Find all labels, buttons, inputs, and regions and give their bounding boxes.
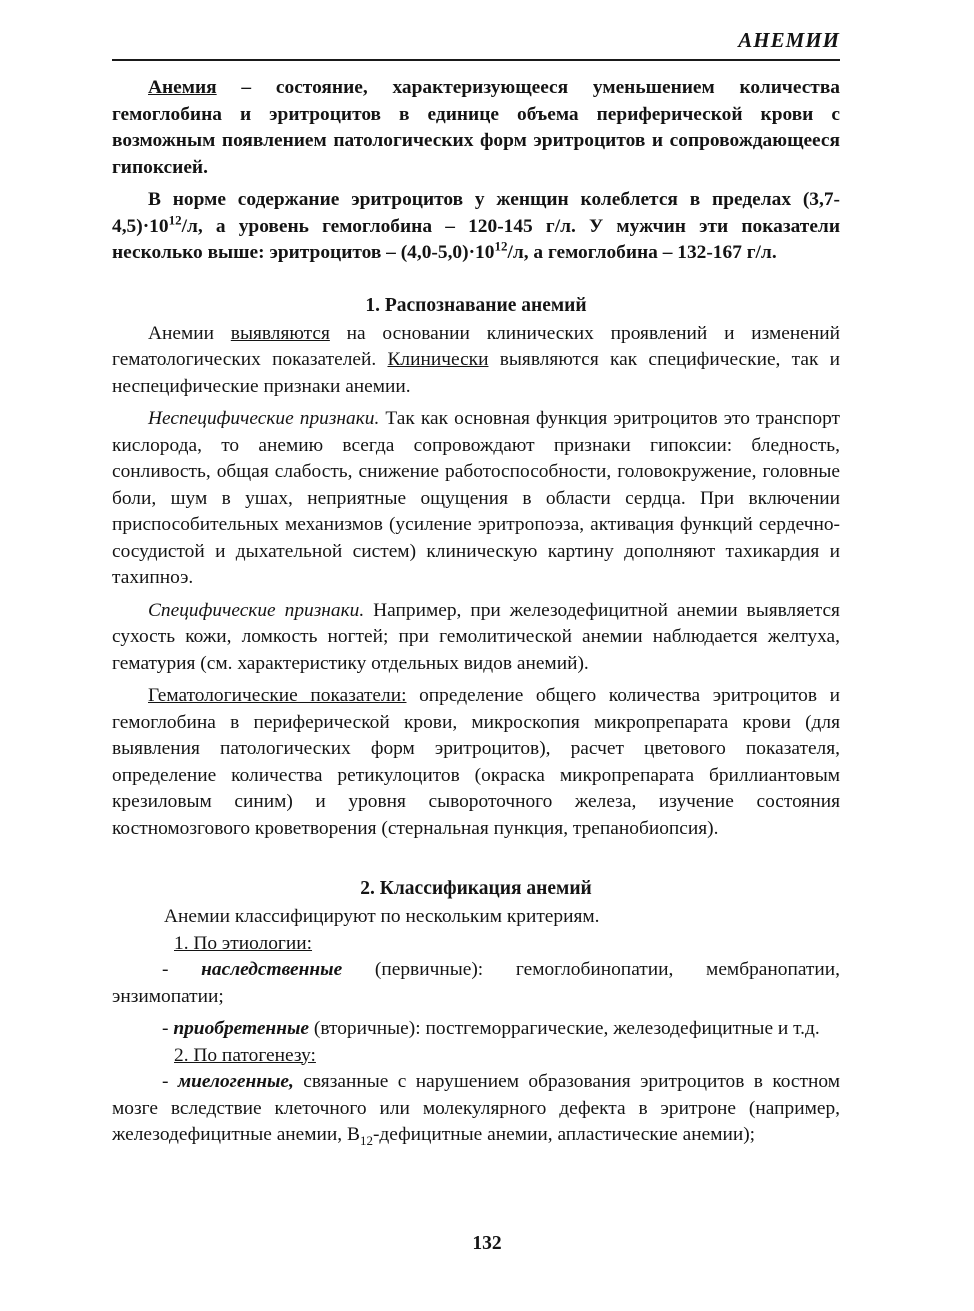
etiology-item-hereditary: - наследственные (первичные): гемоглобинопатии, мембранопатии, энзимопатии;	[112, 959, 841, 1007]
exponent: 12	[168, 212, 182, 228]
page-body	[112, 75, 840, 1149]
specific-signs-label: Специфические признаки.	[148, 599, 365, 621]
recognition-paragraph-intro: Анемии выявляются на основании клинических проявлений и изменений гематологических показателей. Клинически выявляются как специфические, так и неспецифические признаки анемии.	[112, 322, 840, 397]
intro-paragraph-definition: Анемия – состояние, характеризующееся уменьшением количества гемоглобина и эритроцитов в единице объема периферической крови с возможным появлением патологических форм эритроцитов и сопровождающееся гипоксией.	[112, 77, 840, 178]
running-head: АНЕМИИ	[112, 28, 840, 61]
criterion-pathogenesis: 2. По патогенезу:	[174, 1044, 316, 1066]
term-anemia: Анемия	[148, 77, 217, 98]
criterion-etiology: 1. По этиологии:	[174, 932, 313, 954]
section-heading-recognition: 1. Распознавание анемий	[365, 294, 587, 316]
nonspecific-signs-label: Неспецифические признаки.	[148, 408, 380, 429]
classification-intro: Анемии классифицируют по нескольким критериям.	[164, 906, 600, 927]
book-page	[112, 28, 840, 1149]
etiology-item-acquired: - приобретенные (вторичные): постгеморрагические, железодефицитные и т.д.	[162, 1018, 820, 1039]
hematology-label: Гематологические показатели:	[148, 685, 407, 706]
nonspecific-signs-paragraph: Неспецифические признаки. Так как основная функция эритроцитов это транспорт кислорода, то анемию всегда сопровождают признаки гипоксии: бледность, сонливость, общая слабость, снижение работоспособности, головокружение, головные боли, шум в ушах, неприятные ощущения в области сердца. При включении приспособительных механизмов (усиление эритропоэза, активация функций сердечно-сосудистой и дыхательной систем) клиническую картину дополняют тахикардия и тахипноэ.	[112, 408, 840, 588]
specific-signs-paragraph: Специфические признаки. Например, при железодефицитной анемии выявляется сухость кожи, ломкость ногтей; при гемолитической анемии наблюдается желтуха, гематурия (см. характеристику отдельных видов анемий).	[112, 599, 840, 674]
page-number: 132	[472, 1233, 502, 1254]
hematology-paragraph: Гематологические показатели: определение общего количества эритроцитов и гемоглобина в периферической крови, микроскопия микропрепарата крови (для выявления патологических форм эритроцитов), расчет цветового показателя, определение количества ретикулоцитов (окраска микропрепарата бриллиантовым крезиловым синим) и уровня сывороточного железа, изучение состояния костномозгового кроветворения (стернальная пункция, трепанобиопсия).	[112, 685, 840, 839]
exponent: 12	[494, 238, 508, 254]
intro-paragraph-norms: В норме содержание эритроцитов у женщин колеблется в пределах $(3,7-4,5)\cdot 10^{12}/л$, а уровень гемоглобина – 120-145 г/л. У мужчин эти показатели несколько выше: эритроцитов – $(4,0-5,0)\cdot 10^{12}/л$, а гемоглобина – 132-167 г/л.	[112, 189, 840, 263]
section-heading-classification: 2. Классификация анемий	[360, 878, 592, 899]
pathogenesis-item-myelogenous: - миелогенные, связанные с нарушением образования эритроцитов в костном мозге вследствие клеточного или молекулярного дефекта в эритроне (например, железодефицитные анемии, $B_{12}$-дефицитные анемии, апластические анемии);	[112, 1071, 840, 1148]
subscript: 12	[359, 1132, 373, 1148]
